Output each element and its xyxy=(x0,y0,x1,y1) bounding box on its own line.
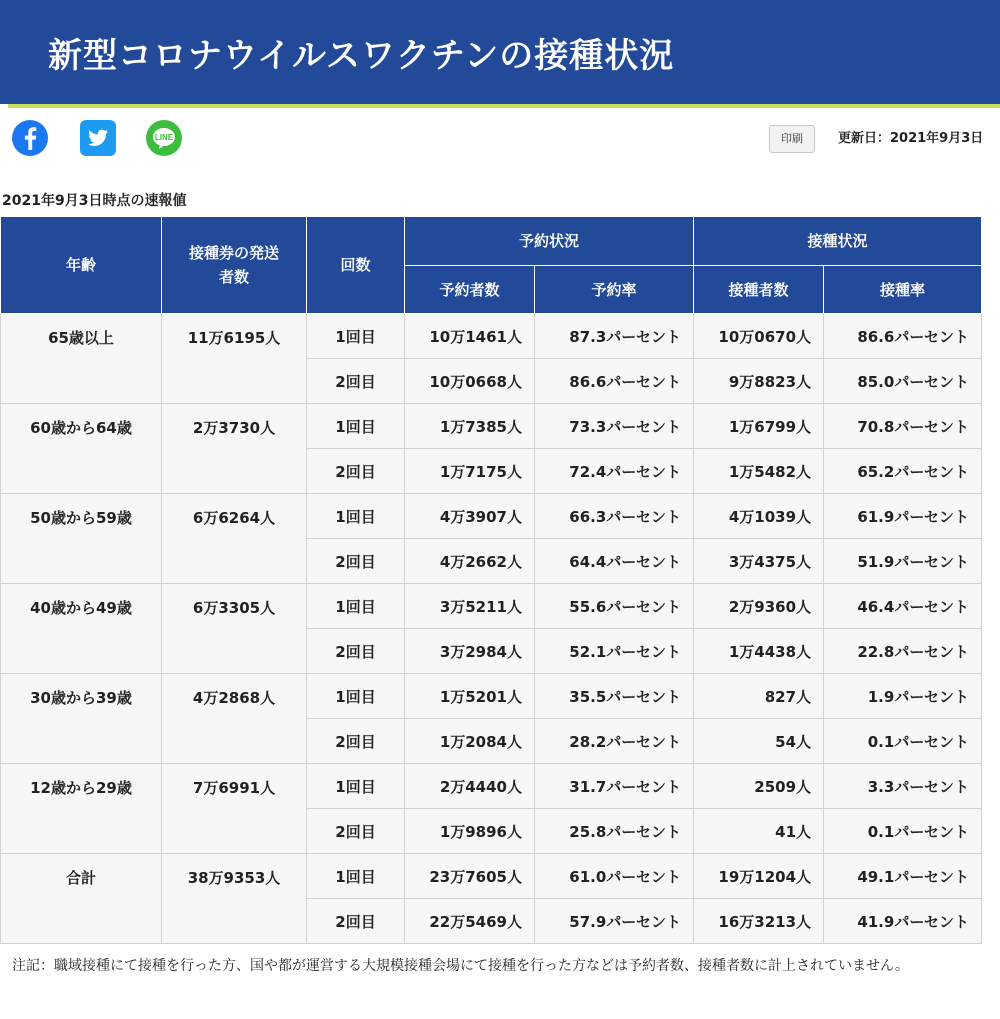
reserved-count-cell: 10万1461人 xyxy=(405,314,535,359)
page-header-banner xyxy=(0,0,1000,104)
line-icon xyxy=(146,120,182,156)
vaccinated-rate-cell: 51.9パーセント xyxy=(824,539,982,584)
vaccinated-rate-cell: 61.9パーセント xyxy=(824,494,982,539)
reserved-count-cell: 4万3907人 xyxy=(405,494,535,539)
vaccinated-count-cell: 10万0670人 xyxy=(694,314,824,359)
tickets-sent-cell: 6万3305人 xyxy=(162,584,307,674)
dose-cell: 2回目 xyxy=(307,539,405,584)
table-row xyxy=(1,314,982,359)
reserved-rate-cell: 61.0パーセント xyxy=(535,854,694,899)
col-header-reserved-rate: 予約率 xyxy=(535,266,694,314)
col-header-reservation: 予約状況 xyxy=(405,217,694,266)
tickets-sent-cell: 38万9353人 xyxy=(162,854,307,944)
vaccinated-count-cell: 2509人 xyxy=(694,764,824,809)
vaccinated-rate-cell: 22.8パーセント xyxy=(824,629,982,674)
reserved-count-cell: 23万7605人 xyxy=(405,854,535,899)
dose-cell: 1回目 xyxy=(307,764,405,809)
vaccinated-count-cell: 827人 xyxy=(694,674,824,719)
vaccination-status-table xyxy=(0,216,982,944)
table-row xyxy=(1,764,982,809)
tickets-sent-cell: 7万6991人 xyxy=(162,764,307,854)
tickets-sent-cell: 11万6195人 xyxy=(162,314,307,404)
vaccinated-rate-cell: 70.8パーセント xyxy=(824,404,982,449)
dose-cell: 1回目 xyxy=(307,494,405,539)
vaccinated-rate-cell: 86.6パーセント xyxy=(824,314,982,359)
reserved-rate-cell: 57.9パーセント xyxy=(535,899,694,944)
col-header-tickets xyxy=(162,217,307,314)
footnote: 注記：職域接種にて接種を行った方、国や都が運営する大規模接種会場にて接種を行った方などは予約者数、接種者数に計上されていません。 xyxy=(12,958,909,974)
updated-date: 更新日：2021年9月3日 xyxy=(838,131,984,146)
table-body xyxy=(1,314,982,944)
col-header-tickets-text: 接種券の発送者数 xyxy=(188,244,279,286)
dose-cell: 1回目 xyxy=(307,404,405,449)
reserved-rate-cell: 86.6パーセント xyxy=(535,359,694,404)
age-group-cell: 50歳から59歳 xyxy=(1,494,162,584)
dose-cell: 2回目 xyxy=(307,359,405,404)
reserved-count-cell: 3万5211人 xyxy=(405,584,535,629)
facebook-share-button[interactable] xyxy=(12,120,48,156)
reserved-rate-cell: 64.4パーセント xyxy=(535,539,694,584)
vaccinated-count-cell: 1万5482人 xyxy=(694,449,824,494)
reserved-rate-cell: 66.3パーセント xyxy=(535,494,694,539)
header-accent-gap xyxy=(0,104,8,108)
line-share-button[interactable] xyxy=(146,120,182,156)
table-row xyxy=(1,674,982,719)
col-header-dose: 回数 xyxy=(307,217,405,314)
age-group-cell: 60歳から64歳 xyxy=(1,404,162,494)
table-row xyxy=(1,854,982,899)
dose-cell: 2回目 xyxy=(307,719,405,764)
reserved-count-cell: 2万4440人 xyxy=(405,764,535,809)
age-group-cell: 合計 xyxy=(1,854,162,944)
reserved-count-cell: 1万7385人 xyxy=(405,404,535,449)
table-caption: 2021年9月3日時点の速報値 xyxy=(2,193,187,209)
vaccinated-count-cell: 4万1039人 xyxy=(694,494,824,539)
tickets-sent-cell: 6万6264人 xyxy=(162,494,307,584)
vaccinated-rate-cell: 41.9パーセント xyxy=(824,899,982,944)
vaccinated-rate-cell: 46.4パーセント xyxy=(824,584,982,629)
reserved-count-cell: 1万9896人 xyxy=(405,809,535,854)
vaccinated-count-cell: 1万4438人 xyxy=(694,629,824,674)
tickets-sent-cell: 4万2868人 xyxy=(162,674,307,764)
vaccinated-count-cell: 19万1204人 xyxy=(694,854,824,899)
vaccinated-rate-cell: 49.1パーセント xyxy=(824,854,982,899)
line-icon-label: LINE xyxy=(154,133,174,142)
dose-cell: 2回目 xyxy=(307,899,405,944)
reserved-rate-cell: 87.3パーセント xyxy=(535,314,694,359)
vaccinated-rate-cell: 0.1パーセント xyxy=(824,809,982,854)
dose-cell: 1回目 xyxy=(307,584,405,629)
print-button[interactable]: 印刷 xyxy=(769,125,815,153)
vaccinated-count-cell: 41人 xyxy=(694,809,824,854)
col-header-reserved-count: 予約者数 xyxy=(405,266,535,314)
reserved-rate-cell: 55.6パーセント xyxy=(535,584,694,629)
vaccinated-count-cell: 2万9360人 xyxy=(694,584,824,629)
reserved-rate-cell: 25.8パーセント xyxy=(535,809,694,854)
reserved-count-cell: 1万7175人 xyxy=(405,449,535,494)
dose-cell: 1回目 xyxy=(307,314,405,359)
twitter-icon xyxy=(80,120,116,156)
age-group-cell: 40歳から49歳 xyxy=(1,584,162,674)
vaccinated-count-cell: 1万6799人 xyxy=(694,404,824,449)
header-accent-line xyxy=(8,104,1000,108)
age-group-cell: 30歳から39歳 xyxy=(1,674,162,764)
vaccinated-rate-cell: 65.2パーセント xyxy=(824,449,982,494)
reserved-count-cell: 22万5469人 xyxy=(405,899,535,944)
vaccinated-rate-cell: 0.1パーセント xyxy=(824,719,982,764)
age-group-cell: 65歳以上 xyxy=(1,314,162,404)
facebook-icon xyxy=(12,120,48,156)
vaccinated-count-cell: 16万3213人 xyxy=(694,899,824,944)
reserved-rate-cell: 73.3パーセント xyxy=(535,404,694,449)
age-group-cell: 12歳から29歳 xyxy=(1,764,162,854)
reserved-count-cell: 10万0668人 xyxy=(405,359,535,404)
table-row xyxy=(1,404,982,449)
reserved-count-cell: 3万2984人 xyxy=(405,629,535,674)
vaccinated-rate-cell: 85.0パーセント xyxy=(824,359,982,404)
twitter-share-button[interactable] xyxy=(80,120,116,156)
table-row xyxy=(1,494,982,539)
vaccinated-rate-cell: 3.3パーセント xyxy=(824,764,982,809)
reserved-count-cell: 4万2662人 xyxy=(405,539,535,584)
vaccinated-rate-cell: 1.9パーセント xyxy=(824,674,982,719)
tickets-sent-cell: 2万3730人 xyxy=(162,404,307,494)
col-header-vaccinated-rate: 接種率 xyxy=(824,266,982,314)
vaccinated-count-cell: 54人 xyxy=(694,719,824,764)
reserved-rate-cell: 31.7パーセント xyxy=(535,764,694,809)
reserved-count-cell: 1万2084人 xyxy=(405,719,535,764)
dose-cell: 1回目 xyxy=(307,854,405,899)
vaccinated-count-cell: 3万4375人 xyxy=(694,539,824,584)
reserved-rate-cell: 28.2パーセント xyxy=(535,719,694,764)
col-header-vaccinated-count: 接種者数 xyxy=(694,266,824,314)
dose-cell: 2回目 xyxy=(307,809,405,854)
reserved-rate-cell: 52.1パーセント xyxy=(535,629,694,674)
vaccinated-count-cell: 9万8823人 xyxy=(694,359,824,404)
reserved-count-cell: 1万5201人 xyxy=(405,674,535,719)
reserved-rate-cell: 72.4パーセント xyxy=(535,449,694,494)
col-header-vaccination: 接種状況 xyxy=(694,217,982,266)
reserved-rate-cell: 35.5パーセント xyxy=(535,674,694,719)
dose-cell: 2回目 xyxy=(307,449,405,494)
col-header-age: 年齢 xyxy=(1,217,162,314)
table-row xyxy=(1,584,982,629)
page-title: 新型コロナウイルスワクチンの接種状況 xyxy=(48,36,675,76)
dose-cell: 2回目 xyxy=(307,629,405,674)
dose-cell: 1回目 xyxy=(307,674,405,719)
